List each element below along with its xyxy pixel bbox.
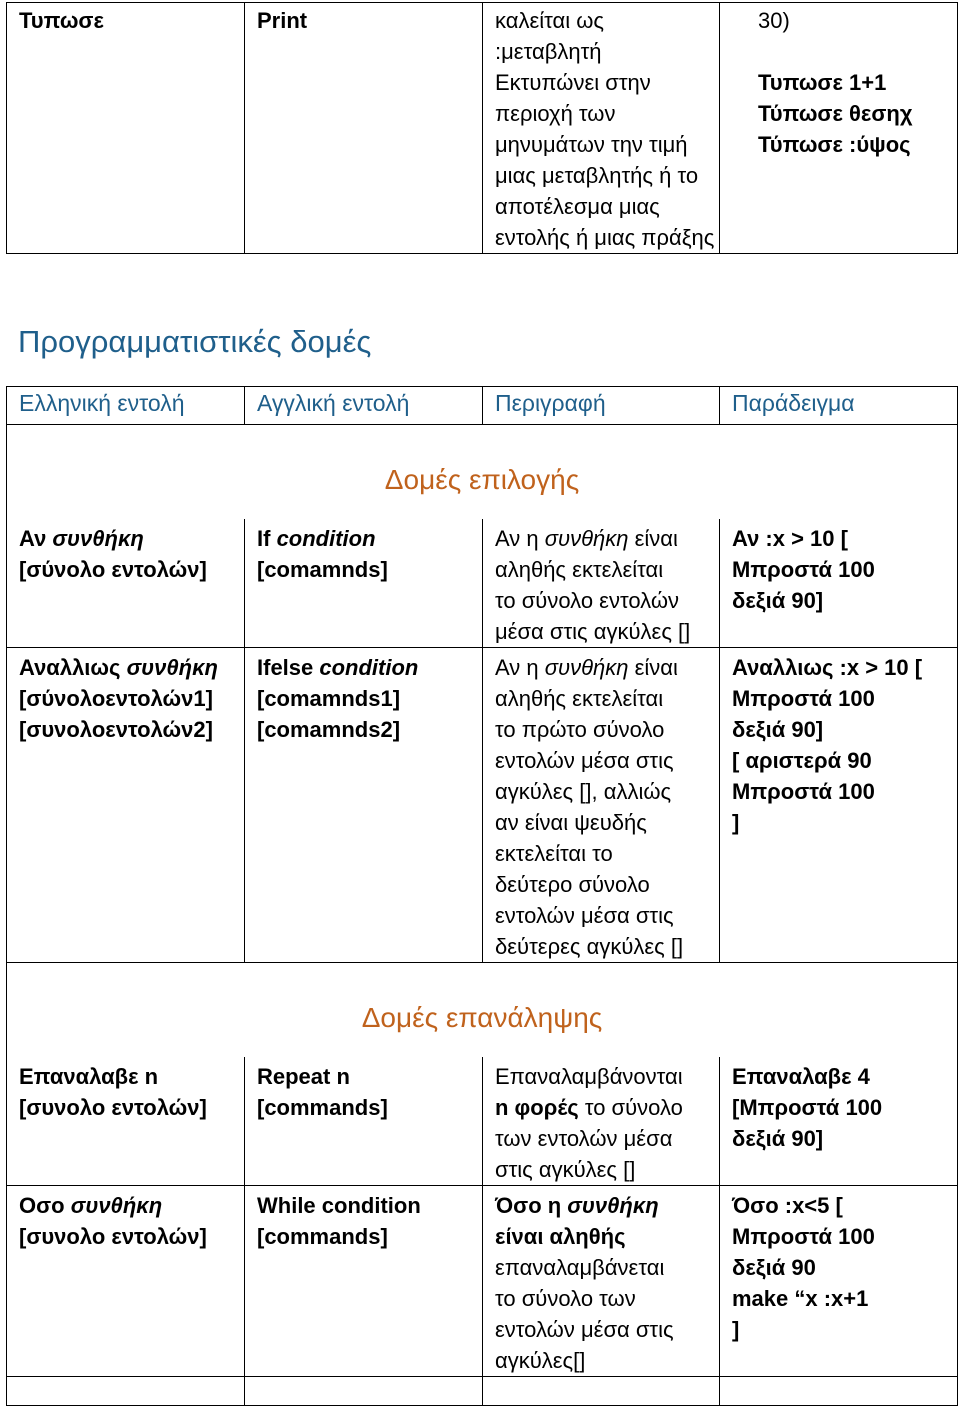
description-line: καλείται ως (495, 8, 605, 33)
header-description: Περιγραφή (483, 387, 720, 425)
header-row (7, 387, 958, 425)
example-line: Τύπωσε :ύψος (758, 132, 911, 157)
header-example: Παράδειγμα (720, 387, 958, 425)
ifelse-description-cell: Αν η συνθήκη είναι αληθής εκτελείται το πρώτο σύνολο εντολών μέσα στις αγκύλες [], αλλιώς αν είναι ψευδής εκτελείται το δεύτερο σύνολο εντολών μέσα στις δεύτερες αγκύλες [] (483, 648, 720, 963)
empty-cell (720, 1377, 958, 1406)
repeat-example-cell: Επαναλαβε 4 [Μπροστά 100 δεξιά 90] (720, 1057, 958, 1186)
example-line: 30) (758, 8, 790, 33)
while-row (7, 1186, 958, 1377)
while-greek-cell: Οσο συνθήκη [συνολο εντολών] (7, 1186, 245, 1377)
section-selection-title: Δομές επιλογής (7, 425, 958, 520)
repeat-greek-cell: Επαναλαβε n [συνολο εντολών] (7, 1057, 245, 1186)
greek-command-cell: Τυπωσε (7, 3, 245, 254)
repeat-row (7, 1057, 958, 1186)
header-greek: Ελληνική εντολή (7, 387, 245, 425)
description-line: μηνυμάτων την τιμή (495, 132, 688, 157)
description-line: αποτέλεσμα μιας (495, 194, 660, 219)
description-line: περιοχή των (495, 101, 616, 126)
if-example-cell: Αν :x > 10 [ Μπροστά 100 δεξιά 90] (720, 519, 958, 648)
ifelse-greek-cell: Αναλλιως συνθήκη [σύνολοεντολών1] [συνολοεντολών2] (7, 648, 245, 963)
top-table (6, 2, 958, 254)
if-greek-cell: Αν συνθήκη [σύνολο εντολών] (7, 519, 245, 648)
if-description-cell: Αν η συνθήκη είναι αληθής εκτελείται το σύνολο εντολών μέσα στις αγκύλες [] (483, 519, 720, 648)
if-row (7, 519, 958, 648)
description-line: Εκτυπώνει στην (495, 70, 651, 95)
ifelse-example-cell: Αναλλιως :x > 10 [ Μπροστά 100 δεξιά 90] [ αριστερά 90 Μπροστά 100 ] (720, 648, 958, 963)
if-english-cell: If condition [comamnds] (245, 519, 483, 648)
empty-cell (7, 1377, 245, 1406)
section-heading: Προγραμματιστικές δομές (18, 324, 372, 359)
section-selection-row (7, 425, 958, 520)
print-row (7, 3, 958, 254)
header-english: Αγγλική εντολή (245, 387, 483, 425)
example-line: Τυπωσε 1+1 (758, 70, 887, 95)
example-line: Τύπωσε θεσηχ (758, 101, 913, 126)
section-loop-title: Δομές επανάληψης (7, 963, 958, 1058)
ifelse-row (7, 648, 958, 963)
example-cell (720, 3, 958, 254)
description-cell (483, 3, 720, 254)
while-example-cell: Όσο :x<5 [ Μπροστά 100 δεξιά 90 make “x :x+1 ] (720, 1186, 958, 1377)
while-english-cell: While condition [commands] (245, 1186, 483, 1377)
structures-table (6, 386, 958, 1406)
repeat-description-cell: Επαναλαμβάνονται n φορές το σύνολο των εντολών μέσα στις αγκύλες [] (483, 1057, 720, 1186)
empty-cell (245, 1377, 483, 1406)
section-loop-row (7, 963, 958, 1058)
english-command-cell: Print (245, 3, 483, 254)
empty-row (7, 1377, 958, 1406)
empty-cell (483, 1377, 720, 1406)
ifelse-english-cell: Ifelse condition [comamnds1] [comamnds2] (245, 648, 483, 963)
description-line: εντολής ή μιας πράξης (495, 225, 715, 250)
repeat-english-cell: Repeat n [commands] (245, 1057, 483, 1186)
description-line: :μεταβλητή (495, 39, 602, 64)
description-line: μιας μεταβλητής ή το (495, 163, 699, 188)
while-description-cell: Όσο η συνθήκη είναι αληθής επαναλαμβάνεται το σύνολο των εντολών μέσα στις αγκύλες[] (483, 1186, 720, 1377)
